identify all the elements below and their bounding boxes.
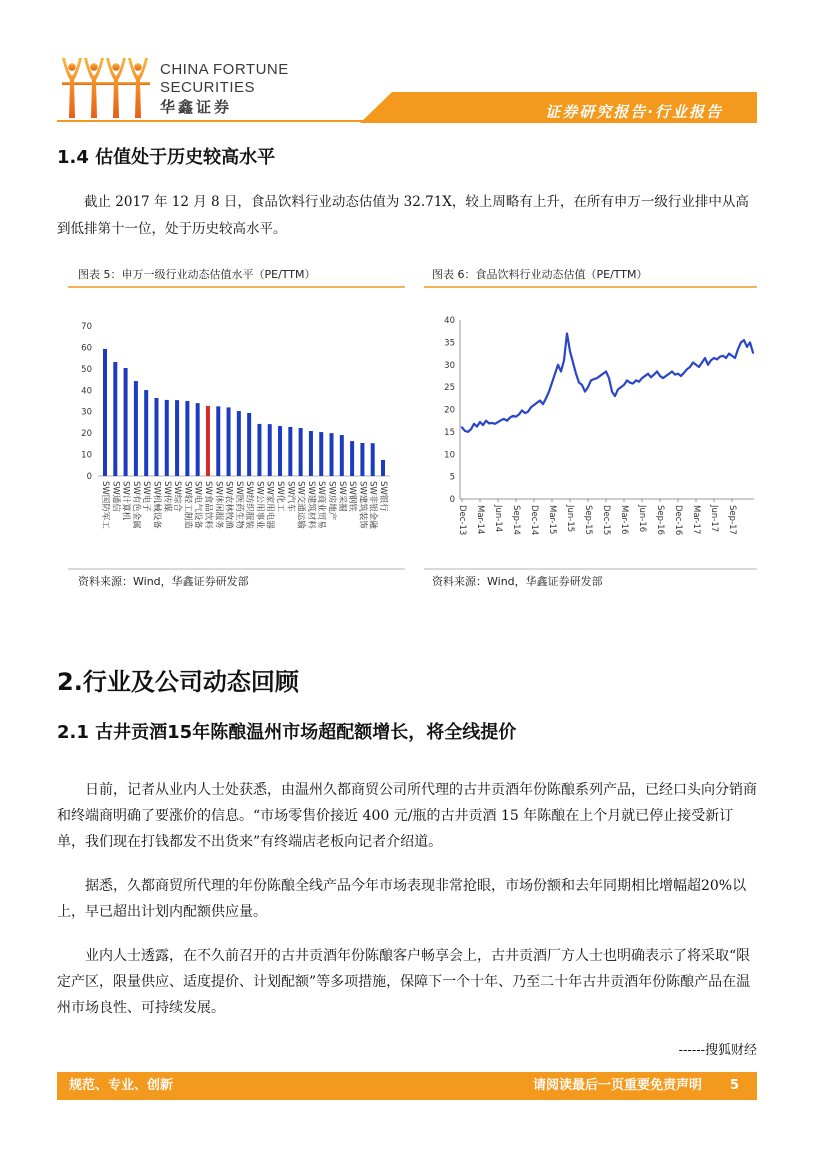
- bar: [227, 407, 231, 476]
- page-footer: [57, 1072, 757, 1100]
- y-tick-label: 20: [444, 405, 455, 416]
- data-point: [719, 356, 721, 358]
- data-point: [725, 357, 727, 359]
- data-point: [737, 348, 739, 350]
- data-point: [662, 377, 664, 379]
- x-tick-label: Dec-15: [601, 505, 611, 536]
- bar: [185, 401, 189, 476]
- bar: [247, 413, 251, 476]
- y-tick-label: 5: [449, 472, 455, 483]
- x-tick-label: SW银行: [378, 481, 388, 512]
- data-point: [722, 355, 724, 357]
- data-point: [734, 357, 736, 359]
- footer-slogan: 规范、专业、创新: [69, 1078, 174, 1093]
- data-point: [710, 359, 712, 361]
- bar: [381, 460, 385, 476]
- data-point: [692, 362, 694, 364]
- bar: [113, 362, 117, 476]
- series-line: [462, 333, 753, 431]
- data-point: [515, 416, 517, 418]
- data-point: [566, 333, 568, 335]
- y-tick-label: 50: [81, 364, 92, 375]
- data-point: [611, 391, 613, 393]
- data-point: [752, 352, 754, 354]
- x-tick-label: Mar-14: [475, 505, 485, 535]
- x-tick-label: SW采掘: [336, 481, 347, 512]
- x-tick-label: SW休闲服务: [213, 481, 224, 529]
- data-point: [542, 403, 544, 405]
- bar: [206, 406, 210, 476]
- y-tick-label: 70: [81, 322, 92, 332]
- data-point: [512, 415, 514, 417]
- data-point: [740, 342, 742, 344]
- figure-6-caption: 图表 6：食品饮料行业动态估值（PE/TTM）: [432, 268, 648, 281]
- bar: [144, 390, 148, 476]
- data-point: [470, 428, 472, 430]
- figure-5-source: 资料来源：Wind，华鑫证券研发部: [78, 575, 249, 588]
- data-point: [584, 391, 586, 393]
- bar: [319, 432, 323, 476]
- x-tick-label: Dec-13: [457, 505, 467, 536]
- figure-bottom-rules: [0, 567, 827, 571]
- x-tick-label: SW电子: [141, 481, 152, 512]
- x-tick-label: SW计算机: [120, 481, 131, 521]
- data-point: [659, 375, 661, 377]
- bar: [154, 398, 158, 476]
- x-tick-label: SW家用电器: [264, 481, 275, 529]
- data-point: [488, 423, 490, 425]
- bar: [330, 433, 334, 476]
- y-tick-label: 10: [444, 450, 455, 461]
- bar: [360, 443, 364, 476]
- data-point: [536, 402, 538, 404]
- data-point: [503, 418, 505, 420]
- line-chart: [424, 300, 757, 550]
- section-heading-2-1: 2.1 古井贡酒15年陈酿温州市场超配额增长，将全线提价: [57, 722, 517, 743]
- y-tick-label: 30: [444, 360, 455, 371]
- data-point: [689, 366, 691, 368]
- y-tick-label: 25: [444, 383, 455, 394]
- x-tick-label: SW钢铁: [347, 481, 358, 512]
- page-number: 5: [729, 1078, 739, 1093]
- bar: [165, 400, 169, 476]
- bar: [299, 428, 303, 476]
- x-tick-label: SW食品饮料: [202, 481, 213, 529]
- x-tick-label: SW建筑材料: [305, 481, 316, 529]
- x-tick-label: SW电气设备: [192, 481, 203, 529]
- x-tick-label: SW医药生物: [233, 481, 244, 529]
- data-point: [569, 351, 571, 353]
- x-tick-label: SW机械设备: [151, 481, 162, 529]
- x-tick-label: SW汽车: [285, 481, 296, 512]
- bar: [371, 443, 375, 476]
- bar-chart: [68, 290, 408, 566]
- x-tick-label: SW商业贸易: [316, 481, 327, 529]
- data-point: [473, 423, 475, 425]
- data-point: [485, 420, 487, 422]
- data-point: [680, 375, 682, 377]
- data-point: [716, 359, 718, 361]
- bar: [268, 424, 272, 476]
- x-tick-label: SW传媒: [161, 481, 172, 512]
- data-point: [500, 419, 502, 421]
- footer-right: [533, 1072, 739, 1100]
- x-tick-label: SW非银金融: [367, 481, 378, 529]
- data-point: [701, 362, 703, 364]
- bar: [196, 403, 200, 476]
- data-point: [677, 373, 679, 375]
- body-paragraph: 业内人士透露，在不久前召开的古井贡酒年份陈酿客户畅享会上，古井贡酒厂方人士也明确表示了将采取“限定产区，限量供应、适度提价、计划配额”等多项措施，保障下一个十年、乃至二十年古井贡酒年份陈酿产品在温州市场良性、可持续发展。: [57, 948, 751, 1016]
- bar: [124, 368, 128, 476]
- y-tick-label: 60: [81, 343, 92, 354]
- y-tick-label: 0: [449, 495, 455, 505]
- x-tick-label: SW纺织服装: [244, 481, 255, 529]
- data-point: [623, 384, 625, 386]
- data-point: [479, 421, 481, 423]
- data-point: [608, 377, 610, 379]
- data-point: [632, 383, 634, 385]
- data-point: [506, 420, 508, 422]
- bar: [350, 441, 354, 476]
- x-tick-label: SW公用事业: [254, 481, 265, 529]
- data-point: [557, 364, 559, 366]
- x-tick-label: Mar-16: [619, 505, 629, 535]
- data-point: [497, 421, 499, 423]
- data-point: [551, 382, 553, 384]
- data-point: [590, 380, 592, 382]
- x-tick-label: Dec-14: [529, 505, 539, 536]
- data-point: [650, 376, 652, 378]
- bar: [288, 427, 292, 476]
- x-tick-label: SW综合: [172, 481, 183, 512]
- x-tick-label: SW交通运输: [295, 481, 306, 529]
- x-tick-label: Jun-15: [565, 505, 575, 533]
- data-point: [674, 374, 676, 376]
- data-point: [620, 386, 622, 388]
- data-point: [635, 380, 637, 382]
- logo-name-en-line1: CHINA FORTUNE: [160, 61, 289, 78]
- data-point: [713, 357, 715, 359]
- y-tick-label: 20: [81, 429, 92, 440]
- data-point: [527, 411, 529, 413]
- data-point: [599, 375, 601, 377]
- data-point: [668, 373, 670, 375]
- bar: [237, 411, 241, 476]
- x-tick-label: SW农林牧渔: [223, 481, 234, 529]
- data-point: [644, 375, 646, 377]
- data-point: [605, 371, 607, 373]
- data-point: [560, 371, 562, 373]
- data-point: [749, 342, 751, 344]
- data-point: [509, 417, 511, 419]
- logo-name-en-line2: SECURITIES: [160, 79, 256, 96]
- data-point: [626, 380, 628, 382]
- data-point: [746, 346, 748, 348]
- x-tick-label: SW通信: [110, 481, 121, 512]
- data-point: [491, 422, 493, 424]
- x-tick-label: SW化工: [275, 481, 286, 512]
- data-point: [464, 430, 466, 432]
- y-tick-label: 10: [81, 450, 92, 461]
- x-tick-label: Jun-17: [709, 505, 719, 533]
- figure-5-caption: 图表 5：申万一级行业动态估值水平（PE/TTM）: [78, 268, 316, 281]
- data-point: [587, 386, 589, 388]
- data-point: [461, 427, 463, 429]
- data-point: [617, 389, 619, 391]
- bar: [257, 424, 261, 476]
- data-point: [575, 373, 577, 375]
- x-tick-label: Sep-16: [655, 505, 665, 535]
- data-point: [704, 357, 706, 359]
- data-point: [572, 362, 574, 364]
- x-tick-label: SW国防军工: [100, 481, 110, 529]
- figure-6-source: 资料来源：Wind，华鑫证券研发部: [432, 575, 603, 588]
- data-point: [524, 412, 526, 414]
- body-paragraph: 据悉，久都商贸所代理的年份陈酿全线产品今年市场表现非常抢眼，市场份额和去年同期相比增幅超20%以上，早已超出计划内配额供应量。: [57, 878, 747, 920]
- data-point: [743, 339, 745, 341]
- x-tick-label: Dec-16: [673, 505, 683, 536]
- data-point: [581, 384, 583, 386]
- y-tick-label: 15: [444, 427, 455, 438]
- data-point: [647, 373, 649, 375]
- report-type-label: 证券研究报告·行业报告: [545, 103, 723, 121]
- y-tick-label: 40: [444, 316, 455, 326]
- bar: [309, 431, 313, 476]
- data-point: [638, 381, 640, 383]
- section-paragraph: 截止 2017 年 12 月 8 日，食品饮料行业动态估值为 32.71X，较上周略有上升，在所有申万一级行业排中从高到低排第十一位，处于历史较高水平。: [57, 194, 749, 237]
- data-point: [671, 371, 673, 373]
- y-tick-label: 30: [81, 407, 92, 418]
- data-point: [728, 353, 730, 355]
- data-point: [602, 373, 604, 375]
- x-tick-label: Jun-16: [637, 505, 647, 533]
- section-2-body: [57, 777, 757, 1039]
- y-tick-label: 0: [86, 472, 92, 482]
- data-point: [641, 377, 643, 379]
- bar: [216, 406, 220, 476]
- data-point: [698, 366, 700, 368]
- x-tick-label: Sep-17: [727, 505, 737, 535]
- data-point: [539, 400, 541, 402]
- bar: [340, 435, 344, 476]
- data-point: [665, 375, 667, 377]
- data-point: [683, 372, 685, 374]
- data-point: [596, 377, 598, 379]
- data-point: [686, 368, 688, 370]
- data-point: [545, 398, 547, 400]
- data-point: [554, 373, 556, 375]
- x-tick-label: Sep-15: [583, 505, 593, 535]
- data-point: [656, 371, 658, 373]
- data-point: [563, 359, 565, 361]
- x-tick-label: Jun-14: [493, 505, 503, 533]
- data-point: [467, 431, 469, 433]
- x-tick-label: Mar-17: [691, 505, 701, 535]
- data-point: [695, 364, 697, 366]
- news-attribution: ------搜狐财经: [678, 1043, 757, 1058]
- data-point: [518, 414, 520, 416]
- data-point: [707, 364, 709, 366]
- x-tick-label: SW建筑装饰: [357, 481, 368, 529]
- bar: [134, 381, 138, 476]
- data-point: [494, 423, 496, 425]
- section-heading-1-4: 1.4 估值处于历史较高水平: [57, 147, 276, 168]
- x-tick-label: SW房地产: [326, 481, 337, 521]
- data-point: [530, 406, 532, 408]
- bar: [278, 426, 282, 476]
- data-point: [521, 410, 523, 412]
- x-tick-label: Sep-14: [511, 505, 521, 535]
- data-point: [653, 374, 655, 376]
- data-point: [482, 424, 484, 426]
- data-point: [476, 426, 478, 428]
- x-tick-label: Mar-15: [547, 505, 557, 535]
- y-tick-label: 40: [81, 386, 92, 397]
- body-paragraph: 日前，记者从业内人士处获悉，由温州久都商贸公司所代理的古井贡酒年份陈酿系列产品，已经口头向分销商和终端商明确了要涨价的信息。“市场零售价接近 400 元/瓶的古井贡酒 15 年陈酿在上个月就已停止接受新订单，我们现在打钱都发不出货来”有终端店老板向记者介绍道。: [57, 782, 757, 850]
- y-tick-label: 35: [444, 338, 455, 349]
- bar: [103, 349, 107, 476]
- data-point: [629, 382, 631, 384]
- data-point: [578, 382, 580, 384]
- x-tick-label: SW轻工制造: [182, 481, 193, 529]
- footer-disclaimer: 请阅读最后一页重要免责声明: [532, 1078, 702, 1093]
- x-tick-label: SW有色金属: [130, 481, 141, 529]
- bar: [175, 400, 179, 476]
- data-point: [548, 391, 550, 393]
- section-heading-2: 2.行业及公司动态回顾: [57, 668, 299, 696]
- data-point: [593, 378, 595, 380]
- data-point: [731, 355, 733, 357]
- data-point: [533, 404, 535, 406]
- data-point: [614, 395, 616, 397]
- logo-name-cn: 华鑫证券: [160, 98, 233, 116]
